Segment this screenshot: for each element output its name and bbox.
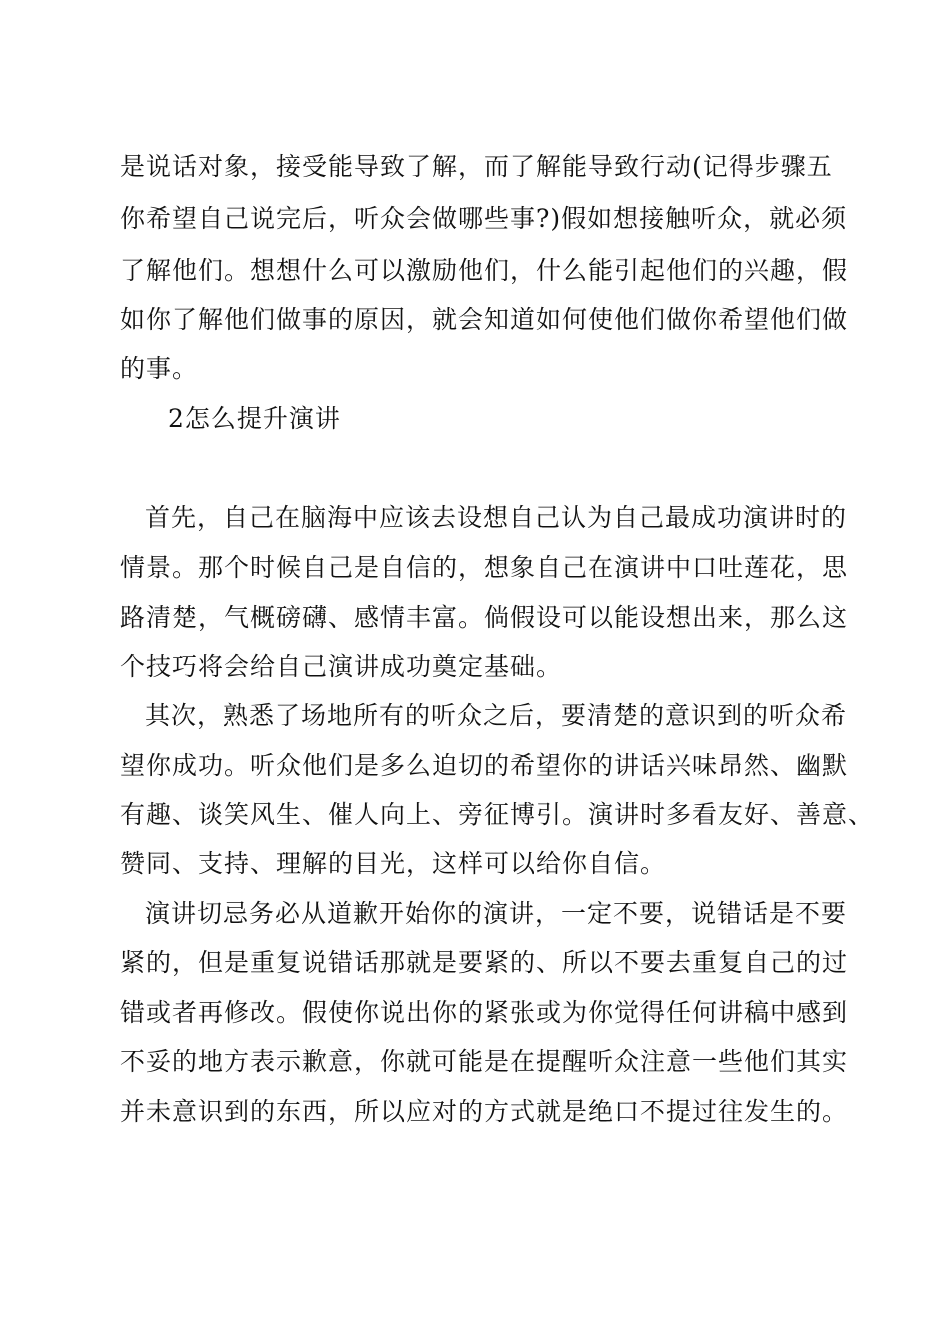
paragraph-line: 望你成功。听众他们是多么迫切的希望你的讲话兴味昂然、幽默 bbox=[120, 751, 849, 780]
paragraph-line: 并未意识到的东西，所以应对的方式就是绝口不提过往发生的。 bbox=[120, 1097, 849, 1126]
intro-line: 的事。 bbox=[120, 354, 199, 383]
paragraph-line: 个技巧将会给自己演讲成功奠定基础。 bbox=[120, 652, 563, 681]
paragraph-line: 错或者再修改。假使你说出你的紧张或为你觉得任何讲稿中感到 bbox=[120, 998, 849, 1027]
intro-line: 了解他们。想想什么可以激励他们，什么能引起他们的兴趣，假 bbox=[120, 256, 849, 285]
paragraph-line: 不妥的地方表示歉意，你就可能是在提醒听众注意一些他们其实 bbox=[120, 1047, 849, 1076]
paragraph-line: 紧的，但是重复说错话那就是要紧的、所以不要去重复自己的过 bbox=[120, 948, 849, 977]
paragraph-line: 首先，自己在脑海中应该去设想自己认为自己最成功演讲时的 bbox=[145, 503, 848, 532]
paragraph-line: 情景。那个时候自己是自信的，想象自己在演讲中口吐莲花，思 bbox=[120, 553, 849, 582]
paragraph-line: 其次，熟悉了场地所有的听众之后，要清楚的意识到的听众希 bbox=[145, 701, 848, 730]
paragraph-line: 演讲切忌务必从道歉开始你的演讲，一定不要，说错话是不要 bbox=[145, 899, 848, 928]
intro-line: 你希望自己说完后，听众会做哪些事?)假如想接触听众，就必须 bbox=[120, 204, 848, 233]
paragraph-line: 赞同、支持、理解的目光，这样可以给你自信。 bbox=[120, 849, 667, 878]
section-heading: 2怎么提升演讲 bbox=[168, 404, 341, 433]
intro-line: 如你了解他们做事的原因，就会知道如何使他们做你希望他们做 bbox=[120, 305, 849, 334]
paragraph-line: 路清楚，气概磅礴、感情丰富。倘假设可以能设想出来，那么这 bbox=[120, 603, 849, 632]
intro-line: 是说话对象，接受能导致了解，而了解能导致行动(记得步骤五 bbox=[120, 152, 833, 181]
paragraph-line: 有趣、谈笑风生、催人向上、旁征博引。演讲时多看友好、善意、 bbox=[120, 800, 875, 829]
